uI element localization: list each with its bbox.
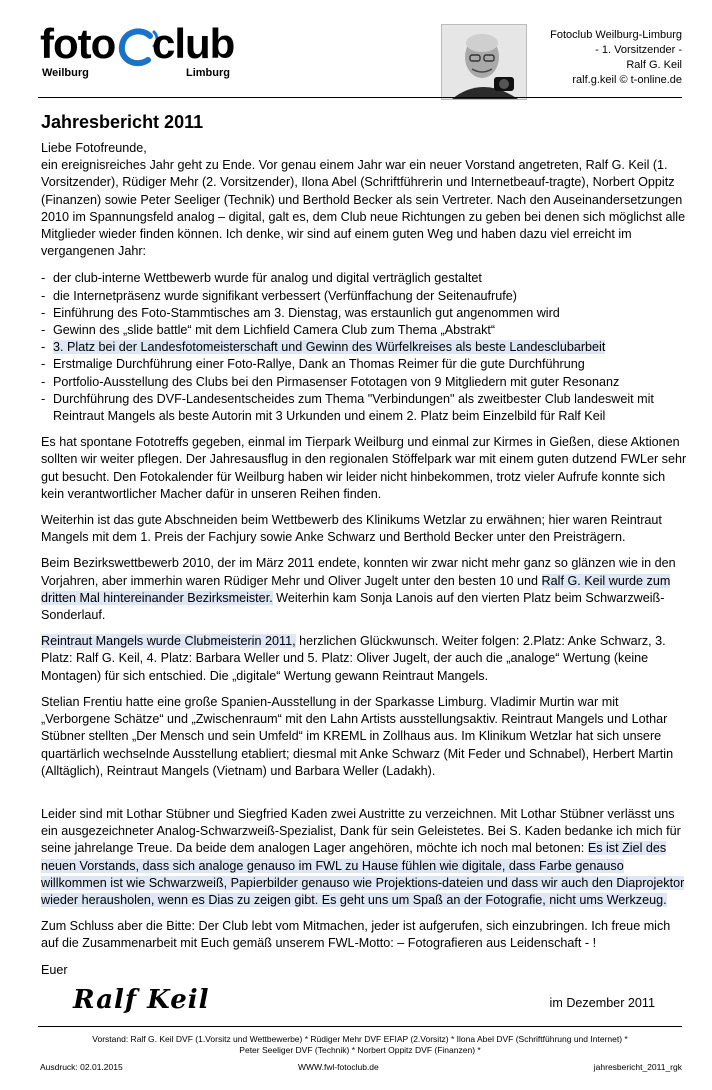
highlight: Reintraut Mangels wurde Clubmeisterin 2011, bbox=[41, 634, 296, 649]
highlight: Ralf G. Keil wurde zum dritten Mal hintereinander Bezirksmeister. bbox=[41, 573, 671, 605]
list-item: - Einführung des Foto-Stammtisches am 3. Dienstag, was erstaunlich gut angenommen wird bbox=[41, 305, 687, 322]
closing-word: Euer bbox=[41, 962, 68, 977]
print-date: Ausdruck: 02.01.2015 bbox=[40, 1062, 123, 1072]
header-contact-block bbox=[550, 28, 682, 88]
club-name: Fotoclub Weilburg-Limburg bbox=[550, 29, 682, 41]
logo-city-left: Weilburg bbox=[42, 67, 89, 79]
text-run: herzlichen Glückwunsch. Weiter folgen: 2.Platz: Anke Schwarz, 3. Platz: Ralf G. Keil, 4. Platz: Barbara Weller und 5. Platz: Oliver Jugelt, der auch die „analoge“ Wertung (keine Montagen) für sich entschied. Die „digitale“ Wertung gewann Reintraut Mangels. bbox=[41, 634, 666, 683]
text-run: Leider sind mit Lothar Stübner und Siegfried Kaden zwei Austritte zu verzeichnen. Mit Lothar Stübner verlässt uns ein ausgezeichneter Analog-Schwarzweiß-Spezialist, Dank für sein Geleistetes. Bei S. Kaden bedanke ich mich für seine jahrelange Treue. Da beide dem analogen Lager angehören, möchte ich noch mal betonen: bbox=[41, 806, 681, 856]
author-email: ralf.g.keil © t-online.de bbox=[572, 74, 682, 86]
logo-word-left: foto bbox=[40, 20, 116, 67]
salutation: Liebe Fotofreunde, bbox=[41, 141, 147, 155]
signature-row bbox=[41, 985, 687, 1019]
footer-board bbox=[38, 1034, 682, 1056]
text-run: Weiterhin kam Sonja Lanois auf den vierten Platz beim Schwarzweiß-Sonderlauf. bbox=[41, 590, 665, 623]
document-title: Jahresbericht 2011 bbox=[41, 112, 204, 132]
list-item: - der club-interne Wettbewerb wurde für analog und digital verträglich gestaltet bbox=[41, 270, 687, 287]
highlight: 3. Platz bei der Landesfotomeisterschaft und Gewinn des Würfelkreises als beste Landesclubarbeit bbox=[53, 340, 606, 355]
club-logo bbox=[40, 20, 240, 84]
paragraph-ausstellungen: Stelian Frentiu hatte eine große Spanien-Ausstellung in der Sparkasse Limburg. Vladimir Murtin war mit „Verborgene Schätze“ und „Zwischenraum“ mit den Lahn Artists ausstellungsaktiv. Reintraut Mangels und Lothar Stübner stellten „Der Mensch und sein Umfeld“ im KREML in Zollhaus aus. Im Klinikum Wetzlar hat sich unsere quartärlich wechselnde Ausstellung etabliert; diesmal mit Anke Schwarz (Mit Feder und Schnabel), Herbert Martin (Alltäglich), Reintraut Mangels (Vietnam) und Barbara Weller (Ladakh). bbox=[41, 694, 674, 778]
paragraph-schluss: Zum Schluss aber die Bitte: Der Club lebt vom Mitmachen, jeder ist aufgerufen, sich einzubringen. Ich freue mich auf die Zusammenarbeit mit Euch gemäß unserem FWL-Motto: – Fotografieren aus Leidenschaft - ! bbox=[41, 919, 671, 951]
achievements-list bbox=[41, 270, 687, 425]
paragraph-bezirk bbox=[41, 555, 687, 624]
footer-divider bbox=[38, 1026, 682, 1027]
list-item: - Erstmalige Durchführung einer Foto-Rallye, Dank an Thomas Reimer für die gute Durchführung bbox=[41, 356, 687, 373]
list-item-highlighted bbox=[41, 339, 687, 356]
paragraph-clubmeister bbox=[41, 633, 687, 685]
date-line: im Dezember 2011 bbox=[549, 996, 655, 1010]
logo-word-right: club bbox=[152, 20, 235, 67]
highlight: Es ist Ziel des neuen Vorstands, dass sich analoge genauso im FWL zu Hause fühlen wie digitale, dass Farbe genauso willkommen ist wie Schwarzweiß, Papierbilder genauso wie Projektions-dateien und dass wir auch den Diaprojektor wieder herausholen, wenn es Dias zu zeigen gibt. Es geht uns um Spaß an der Fotografie, nicht ums Werkzeug. bbox=[41, 841, 685, 907]
header-divider bbox=[38, 97, 682, 98]
list-item: - Gewinn des „slide battle“ mit dem Lichfield Camera Club zum Thema „Abstrakt“ bbox=[41, 322, 687, 339]
logo-city-right: Limburg bbox=[186, 67, 230, 79]
signature: Ralf Keil bbox=[73, 985, 210, 1015]
author-role: - 1. Vorsitzender - bbox=[595, 44, 682, 56]
board-line-2: Peter Seeliger DVF (Technik) * Norbert Oppitz DVF (Finanzen) * bbox=[239, 1045, 481, 1055]
portrait-illustration bbox=[442, 25, 526, 99]
list-item: - Durchführung des DVF-Landesentscheides zum Thema "Verbindungen" als zweitbester Club landesweit mit Reintraut Mangels als beste Autorin mit 3 Urkunden und einem 2. Platz beim Einzelbild für Ralf Keil bbox=[41, 391, 687, 425]
paragraph-fototreffs: Es hat spontane Fototreffs gegeben, einmal im Tierpark Weilburg und einmal zur Kirmes in Gießen, diese Aktionen sollten wir weiter pflegen. Der Jahresausflug in den regionalen Stöffelpark war mit einem guten dutzend FWLer sehr gut besucht. Den Fotokalender für Weilburg haben wir leider nicht hinbekommen, trotz vieler Aufrufe konnte sich kein verantwortlicher Macher dafür in unseren Reihen finden. bbox=[41, 435, 687, 501]
author-portrait bbox=[441, 24, 527, 100]
list-item: - die Internetpräsenz wurde signifikant verbessert (Verfünffachung der Seitenaufrufe) bbox=[41, 288, 687, 305]
paragraph-austritte bbox=[41, 806, 687, 909]
board-line-1: Vorstand: Ralf G. Keil DVF (1.Vorsitz und Wettbewerbe) * Rüdiger Mehr DVF EFIAP (2.Vorsitz) * Ilona Abel DVF (Schriftführung und Internet) * bbox=[92, 1034, 628, 1044]
intro-paragraph: ein ereignisreiches Jahr geht zu Ende. Vor genau einem Jahr war ein neuer Vorstand angetreten, Ralf G. Keil (1. Vorsitzender), Rüdiger Mehr (2. Vorsitzender), Ilona Abel (Schriftführerin und Internetbeauf-tragte), Norbert Oppitz (Finanzen) sowie Peter Seeliger (Technik) und Berthold Becker als sein Vertreter. Nach den Auseinandersetzungen 2010 im Spannungsfeld analog – digital, galt es, dem Club neue Richtungen zu geben bei denen sich möglichst alle Mitglieder wieder finden können. Ich denke, wir sind auf einem guten Weg und haben dazu viel erreicht im vergangenen Jahr: bbox=[41, 158, 686, 259]
report-body bbox=[41, 140, 687, 979]
text-run: Beim Bezirkswettbewerb 2010, der im März 2011 endete, konnten wir zwar nicht mehr ganz so glänzen wie in den Vorjahren, aber immerhin waren Rüdiger Mehr und Oliver Jugelt unter den besten 10 und bbox=[41, 556, 676, 588]
website-link[interactable]: WWW.fwl-fotoclub.de bbox=[298, 1062, 379, 1072]
list-item: - Portfolio-Ausstellung des Clubs bei den Pirmasenser Fototagen von 9 Mitgliedern mit guter Resonanz bbox=[41, 374, 687, 391]
author-name: Ralf G. Keil bbox=[626, 59, 682, 71]
paragraph-klinikum: Weiterhin ist das gute Abschneiden beim Wettbewerb des Klinikums Wetzlar zu erwähnen; hier waren Reintraut Mangels mit dem 1. Preis der Fachjury sowie Anke Schwarz und Berthold Becker unter den Preisträgern. bbox=[41, 513, 662, 545]
file-name: jahresbericht_2011_rgk bbox=[593, 1062, 682, 1072]
